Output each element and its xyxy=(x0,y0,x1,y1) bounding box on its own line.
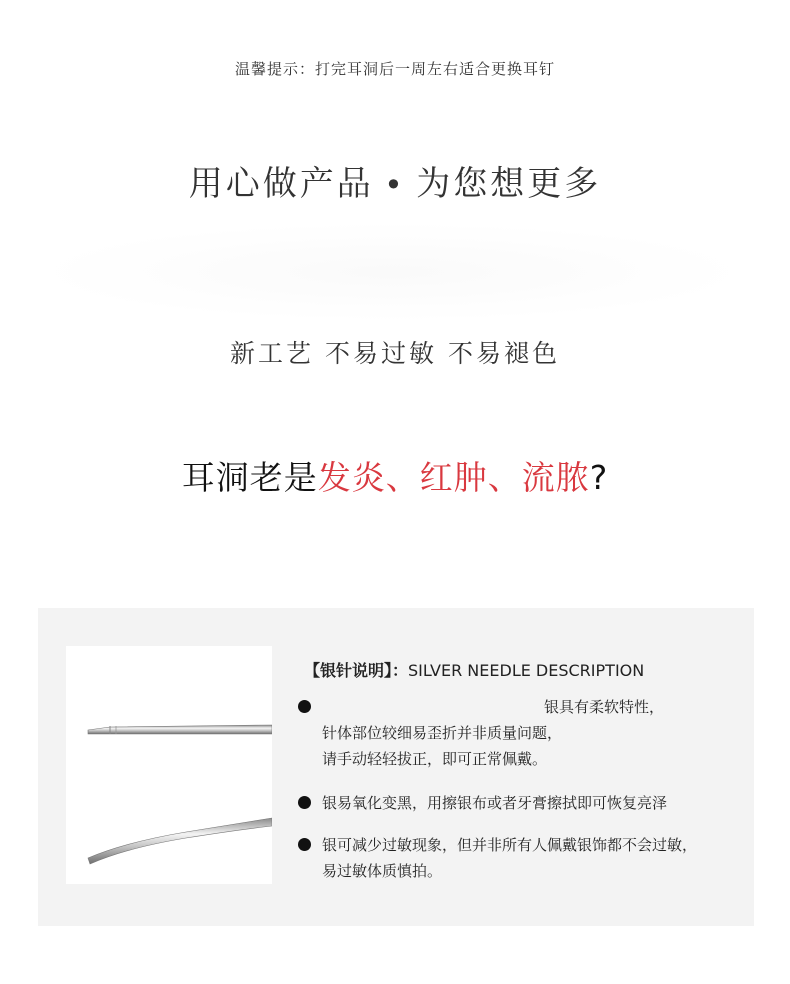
decorative-band xyxy=(32,222,752,322)
question-highlight: 发炎、红肿、流脓 xyxy=(317,458,590,497)
question-prefix: 耳洞老是 xyxy=(181,458,318,497)
item-line: 银易氧化变黑，用擦银布或者牙膏擦拭即可恢复亮泽 xyxy=(322,794,668,812)
needle-illustration xyxy=(66,646,272,884)
slogan-heading: 用心做产品 • 为您想更多 xyxy=(188,164,602,204)
description-title-cn: 【银针说明】： xyxy=(304,661,409,680)
question-heading xyxy=(0,452,790,499)
straight-needle xyxy=(88,725,272,734)
silver-needle-panel xyxy=(38,608,754,926)
description-title-en: SILVER NEEDLE DESCRIPTION xyxy=(408,661,645,680)
features-text: 新工艺 不易过敏 不易褪色 xyxy=(230,339,560,368)
item-line: 易过敏体质慎拍。 xyxy=(322,862,443,880)
item-line: 请手动轻轻拔正，即可正常佩戴。 xyxy=(322,750,548,768)
question-suffix: ? xyxy=(589,458,609,497)
tip-text: 温馨提示：打完耳洞后一周左右适合更换耳钉 xyxy=(234,60,555,78)
bullet-icon xyxy=(298,700,311,713)
bullet-icon xyxy=(298,796,311,809)
item-line: 银可减少过敏现象，但并非所有人佩戴银饰都不会过敏， xyxy=(322,836,698,854)
description-title xyxy=(304,658,644,681)
item-line: 针体部位较细易歪折并非质量问题， xyxy=(322,724,563,742)
item-line: 银具有柔软特性， xyxy=(544,698,665,716)
bullet-icon xyxy=(298,838,311,851)
needle-image xyxy=(66,646,272,884)
bent-needle xyxy=(88,818,272,864)
